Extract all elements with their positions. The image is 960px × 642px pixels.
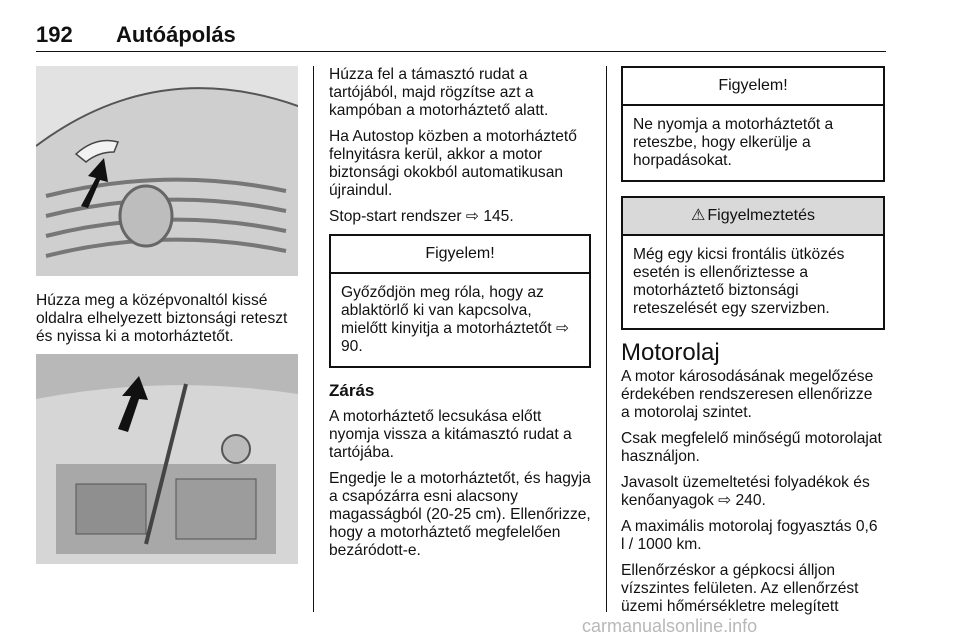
warning-triangle-icon: ⚠ [691,207,706,224]
paragraph-close-2: Engedje le a motorháztetőt, és hagyja a csapózárra esni alacsony magasságból (20-25 cm). Ellenőrizze, hogy a motorháztető megfelelően bezáródott-e. [329,470,591,559]
column-1-text [36,292,304,354]
paragraph-stop-start-ref[interactable]: Stop-start rendszer ⇨ 145. [329,208,514,225]
prop-rod-illustration [36,354,298,564]
closing-heading: Zárás [329,381,375,400]
column-3-text [621,66,885,624]
warning-body: Még egy kicsi frontális ütközés esetén is ellenőriztesse a motorháztető biztonsági reteszelését egy szervizben. [633,246,845,317]
section-title: Autóápolás [116,22,236,47]
notice-box-wiper [329,234,591,368]
column-2-text [329,66,591,568]
warning-title-row [623,198,883,236]
notice-title: Figyelem! [331,236,589,274]
hood-release-illustration [36,66,298,276]
column-divider-2 [606,66,607,612]
warning-title: Figyelmeztetés [707,207,815,224]
notice-body: Győződjön meg róla, hogy az ablaktörlő ki van kapcsolva, mielőtt kinyitja a motorháztetőt ⇨ 90. [341,284,570,355]
caption-hood-release: Húzza meg a középvonaltól kissé oldalra elhelyezett biztonsági reteszt és nyissa ki a motorháztetőt. [36,292,288,345]
column-divider-1 [313,66,314,612]
paragraph-oil-4: A maximális motorolaj fogyasztás 0,6 l / 1000 km. [621,518,878,553]
motor-oil-heading: Motorolaj [621,339,720,366]
notice-title: Figyelem! [623,68,883,106]
paragraph-prop-rod: Húzza fel a támasztó rudat a tartójából, majd rögzítse azt a kampóban a motorháztető alatt. [329,66,549,119]
paragraph-oil-3[interactable]: Javasolt üzemeltetési folyadékok és kenőanyagok ⇨ 240. [621,474,870,509]
paragraph-oil-2: Csak megfelelő minőségű motorolajat használjon. [621,430,882,465]
paragraph-close-1: A motorháztető lecsukása előtt nyomja vissza a kitámasztó rudat a tartójába. [329,408,572,461]
paragraph-autostop: Ha Autostop közben a motorháztető felnyitásra kerül, akkor a motor biztonsági okokból automatikusan újraindul. [329,128,577,199]
watermark: carmanualsonline.info [582,616,758,636]
paragraph-oil-1: A motor károsodásának megelőzése érdekében rendszeresen ellenőrizze a motorolaj szintet. [621,368,874,421]
paragraph-oil-5: Ellenőrzéskor a gépkocsi álljon vízszintes felületen. Az ellenőrzést üzemi hőmérsékletre melegített [621,562,859,615]
header-divider [36,51,886,52]
warning-box [621,196,885,330]
page-number: 192 [36,22,73,47]
notice-body: Ne nyomja a motorháztetőt a reteszbe, hogy elkerülje a horpadásokat. [633,116,834,169]
page-header [0,0,960,52]
notice-box-dent [621,66,885,182]
